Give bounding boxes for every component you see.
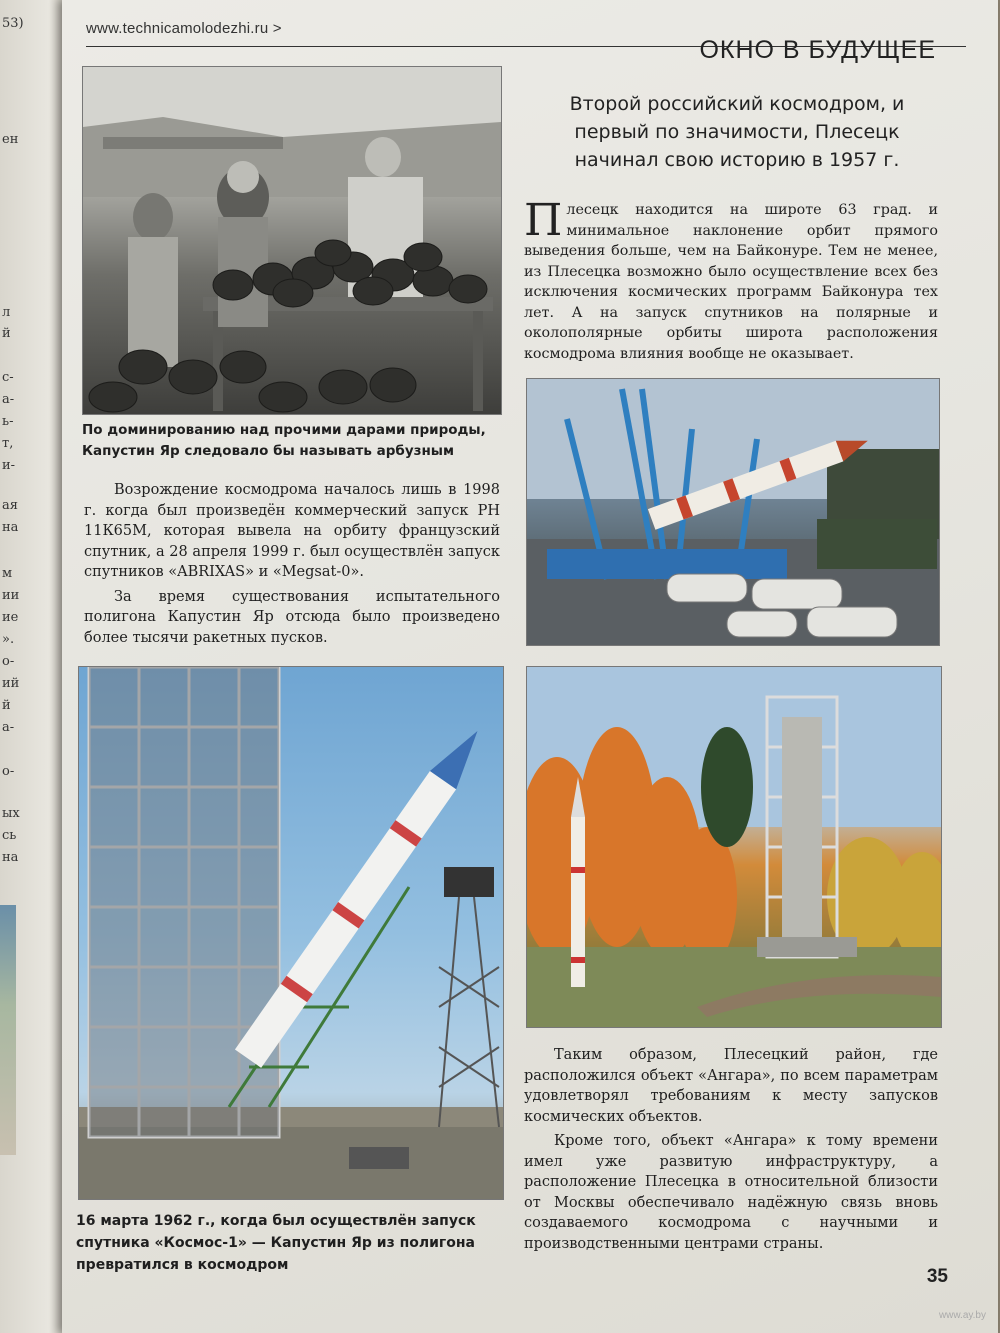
photo-kosmos-1-rocket xyxy=(78,666,504,1200)
prev-page-fragment: о- xyxy=(2,654,15,669)
photo-plesetsk-launch-pad xyxy=(526,378,940,646)
prev-page-fragment: на xyxy=(2,850,19,865)
prev-page-fragment: ь- xyxy=(2,414,14,429)
photo-rocket-illustration xyxy=(79,667,503,1199)
photo-market-caption: По доминированию над прочими дарами природы, Капустин Яр следовало бы называть арбузным xyxy=(82,422,486,459)
prev-page-fragment: а- xyxy=(2,720,15,735)
photo-plesetsk-autumn-rocket xyxy=(526,666,942,1028)
prev-page-fragment: на xyxy=(2,520,19,535)
paragraph: Возрождение космодрома началось лишь в 1998 г. когда был произведён коммерческий запуск РН 11К65М, которая вывела на орбиту французский спутник, а 28 апреля 1999 г. был осуществлён запуск спутников «ABRIXAS» и «Megsat-0». xyxy=(84,482,500,580)
photo-launchpad-illustration xyxy=(527,379,939,645)
photo-autumn-illustration xyxy=(527,667,941,1027)
prev-page-fragment: й xyxy=(2,698,11,713)
prev-page-fragment: ие xyxy=(2,610,19,625)
photo-rocket-caption: 16 марта 1962 г., когда был осуществлён запуск спутника «Космос-1» — Капустин Яр из полигона превратился в космодром xyxy=(76,1213,476,1273)
prev-page-fragment: 53) xyxy=(2,16,24,31)
prev-page-fragment: ии xyxy=(2,588,20,603)
section-title: ОКНО В БУДУЩЕЕ xyxy=(699,36,936,64)
paragraph: За время существования испытательного полигона Капустин Яр отсюда было произведено более тысячи ракетных пусков. xyxy=(84,588,500,646)
intro-text: лесецк находится на широте 63 град. и минимальное наклонение орбит прямого выведения больше, чем на Байконуре. Тем не менее, из Плесецка возможно было осуществление всех без исключения космических программ Байконура тех лет. А на запуск спутников на полярные и околополярные орбиты широта расположения космодрома влияния вообще не оказывает. xyxy=(524,202,938,362)
drop-cap: П xyxy=(524,195,563,246)
prev-page-fragment: м xyxy=(2,566,13,581)
left-article-text xyxy=(84,480,500,648)
prev-page-fragment: и- xyxy=(2,458,16,473)
paragraph: Таким образом, Плесецкий район, где расположился объект «Ангара», по всем параметрам удовлетворял требованиям к месту запусков космических объектов. xyxy=(524,1047,938,1125)
previous-page-edge xyxy=(0,0,70,1333)
prev-page-fragment: о- xyxy=(2,764,15,779)
prev-page-fragment: ий xyxy=(2,676,20,691)
right-article-text xyxy=(524,1045,938,1254)
prev-page-fragment: ». xyxy=(2,632,15,647)
page-number: 35 xyxy=(926,1266,948,1287)
prev-page-photo xyxy=(0,905,16,1155)
paragraph xyxy=(524,195,938,364)
watermark: www.ay.by xyxy=(938,1310,986,1321)
paragraph: Кроме того, объект «Ангара» к тому времени имел уже развитую инфраструктуру, а расположение Плесецка в относительной близости от Москвы обеспечивало надёжную связь вновь создаваемого космодрома с научными и производственными центрами страны. xyxy=(524,1133,938,1252)
prev-page-fragment: т, xyxy=(2,436,14,451)
site-url: www.technicamolodezhi.ru > xyxy=(86,20,282,37)
prev-page-fragment: ен xyxy=(2,132,19,147)
magazine-page xyxy=(62,0,998,1333)
photo-watermelon-market xyxy=(82,66,502,415)
prev-page-fragment: й xyxy=(2,326,11,341)
lead-heading: Второй российский космодром, и первый по значимости, Плесецк начинал свою историю в 1957 г. xyxy=(569,93,905,171)
intro-paragraph xyxy=(524,195,938,364)
prev-page-fragment: ая xyxy=(2,498,18,513)
prev-page-fragment: с- xyxy=(2,370,14,385)
prev-page-fragment: а- xyxy=(2,392,15,407)
prev-page-fragment: ых xyxy=(2,806,20,821)
photo-market-illustration xyxy=(83,67,501,414)
prev-page-fragment: сь xyxy=(2,828,17,843)
prev-page-fragment: л xyxy=(2,305,11,320)
